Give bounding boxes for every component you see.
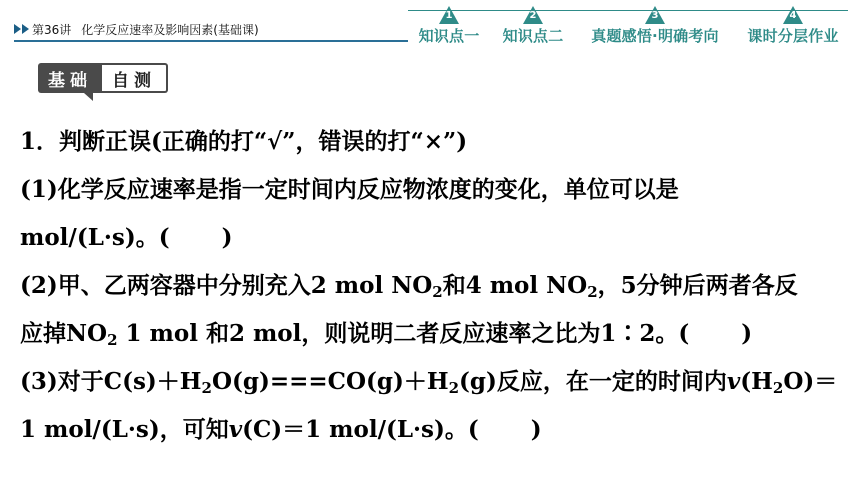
item-3-line-1: (3)对于$C(s)+H_2O(g)===CO(g)+H_2(g)$反应，在一定的时间内$v(H_2O)=$ <box>20 368 838 397</box>
question-heading: 1．判断正误(正确的打“√”，错误的打“×”) <box>20 128 468 155</box>
badge-tail <box>84 93 93 101</box>
lesson-title: 化学反应速率及影响因素(基础课) <box>81 22 259 37</box>
item-1-line-2: mol/(L·s)。( ) <box>20 224 233 251</box>
section-badge-dark: 基础 <box>38 63 102 93</box>
double-arrow-icon <box>14 24 30 34</box>
header-rule <box>14 40 408 42</box>
nav-tab-exam-insight[interactable] <box>580 6 730 46</box>
nav-tab-knowledge-1[interactable] <box>410 6 488 46</box>
header <box>0 0 860 46</box>
nav-tab-label: 真题感悟·明确考向 <box>591 27 719 45</box>
nav-tab-homework[interactable] <box>736 6 850 46</box>
nav-number-badge: 2 <box>523 6 543 24</box>
nav-tab-knowledge-2[interactable] <box>494 6 572 46</box>
item-1-line-1: (1)化学反应速率是指一定时间内反应物浓度的变化，单位可以是 <box>20 176 679 203</box>
lesson-number: 第36讲 <box>32 22 72 37</box>
section-badge <box>38 63 168 93</box>
section-badge-light: 自测 <box>102 63 168 93</box>
nav-tab-label: 知识点二 <box>502 27 564 45</box>
item-2-line-1: (2)甲、乙两容器中分别充入2 mol $NO_2$和4 mol $NO_2$，5分钟后两者各反 <box>20 272 798 301</box>
nav-tab-label: 知识点一 <box>418 27 480 45</box>
item-3-line-2: 1 mol/(L·s)，可知v(C)＝1 mol/(L·s)。( ) <box>20 416 542 443</box>
nav-number-badge: 3 <box>645 6 665 24</box>
question-content <box>20 118 848 454</box>
nav-number-badge: 1 <box>439 6 459 24</box>
lesson-title-bar <box>14 20 259 38</box>
nav-tab-label: 课时分层作业 <box>747 27 839 45</box>
nav-number-badge: 4 <box>783 6 803 24</box>
item-2-line-2: 应掉$NO_2$ 1 mol 和2 mol，则说明二者反应速率之比为1∶2。( ) <box>20 320 753 349</box>
